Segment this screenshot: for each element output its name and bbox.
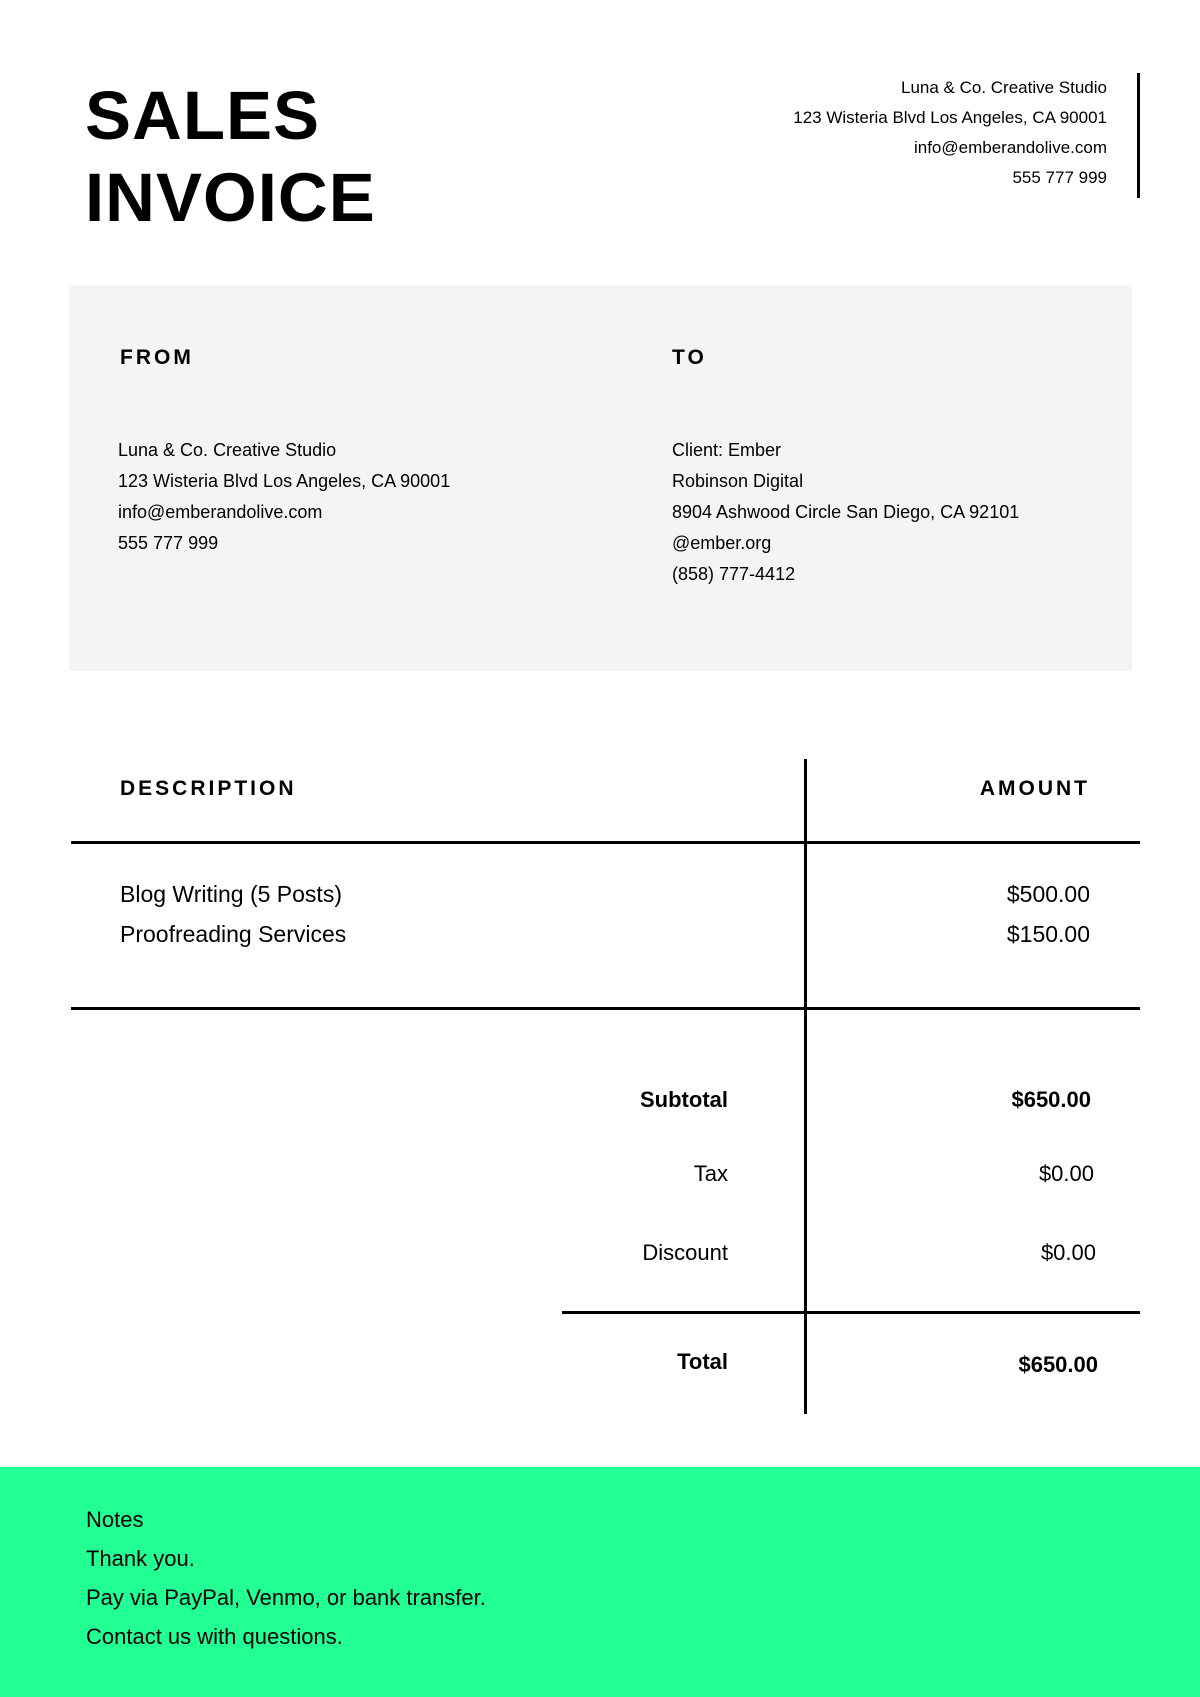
from-line: info@emberandolive.com [118, 502, 323, 522]
to-line: (858) 777-4412 [672, 564, 796, 584]
subtotal-label: Subtotal [640, 1087, 728, 1112]
subtotal-value: $650.00 [1011, 1087, 1091, 1112]
tax-label: Tax [693, 1161, 728, 1186]
total-rule [562, 1311, 1140, 1314]
sender-name: Luna & Co. Creative Studio [900, 78, 1107, 97]
from-line: Luna & Co. Creative Studio [118, 440, 337, 460]
notes-content [86, 1500, 486, 1656]
to-details [672, 435, 1019, 590]
total-value: $650.00 [1018, 1352, 1098, 1377]
to-line: @ember.org [672, 533, 772, 553]
sender-info [793, 73, 1107, 193]
table-vertical-divider [804, 759, 807, 1414]
item-amounts [1007, 874, 1090, 954]
total-label: Total [677, 1349, 728, 1374]
from-line: 123 Wisteria Blvd Los Angeles, CA 90001 [118, 471, 451, 491]
table-row-amount: $150.00 [1006, 921, 1090, 947]
notes-line: Pay via PayPal, Venmo, or bank transfer. [86, 1585, 486, 1610]
table-row-description: Blog Writing (5 Posts) [120, 881, 342, 907]
to-heading: TO [672, 346, 707, 369]
from-heading: FROM [120, 346, 194, 369]
invoice-title-line1: SALES [85, 77, 321, 154]
tax-value: $0.00 [1038, 1161, 1094, 1186]
notes-line: Thank you. [86, 1546, 195, 1571]
notes-line: Contact us with questions. [86, 1624, 343, 1649]
to-line: Robinson Digital [672, 471, 804, 491]
table-row-description: Proofreading Services [120, 921, 347, 947]
to-line: 8904 Ashwood Circle San Diego, CA 92101 [672, 502, 1020, 522]
items-rule [71, 1007, 1140, 1010]
table-row-amount: $500.00 [1006, 881, 1090, 907]
item-descriptions [120, 874, 346, 954]
amount-column-header: AMOUNT [979, 777, 1090, 800]
sender-phone: 555 777 999 [1012, 168, 1107, 187]
from-details [118, 435, 450, 559]
to-line: Client: Ember [672, 440, 782, 460]
notes-heading: Notes [86, 1507, 144, 1532]
sender-email: info@emberandolive.com [913, 138, 1107, 157]
invoice-title-line2: INVOICE [85, 159, 376, 236]
from-line: 555 777 999 [118, 533, 219, 553]
discount-label: Discount [642, 1240, 728, 1265]
sender-divider [1137, 73, 1140, 198]
header-rule [71, 841, 1140, 844]
sender-address: 123 Wisteria Blvd Los Angeles, CA 90001 [793, 108, 1107, 127]
discount-value: $0.00 [1040, 1240, 1096, 1265]
description-column-header: DESCRIPTION [120, 777, 297, 800]
